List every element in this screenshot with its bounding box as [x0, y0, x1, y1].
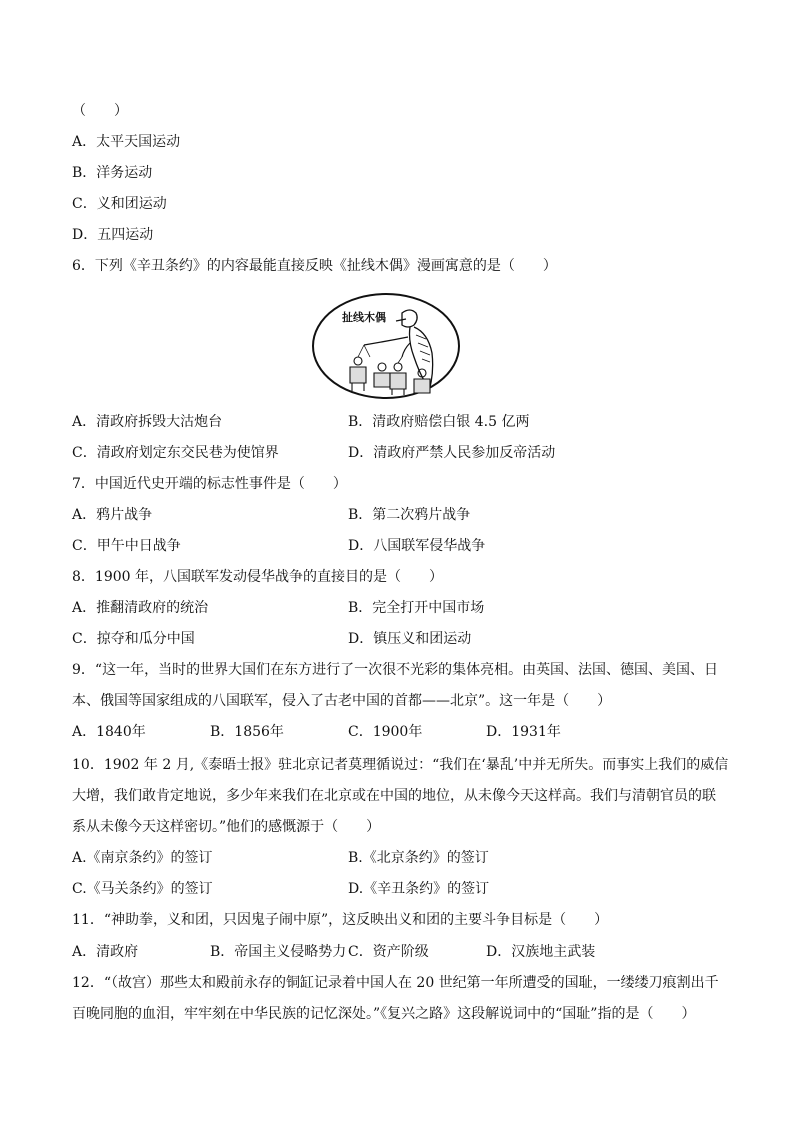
- q11-option-a: A．清政府: [72, 944, 139, 960]
- q7-option-d: D．八国联军侵华战争: [348, 538, 486, 554]
- q10-stem-line-2: 大增，我们敢肯定地说，多少年来我们在北京或在中国的地位，从未像今天这样高。我们与清朝官员的联: [72, 788, 716, 804]
- q8-option-c: C．掠夺和瓜分中国: [72, 631, 195, 647]
- q6-option-b: B．清政府赔偿白银 4.5 亿两: [348, 414, 530, 430]
- q9-option-b: B．1856年: [210, 724, 284, 740]
- q5-option-b: B．洋务运动: [72, 165, 153, 181]
- q5-option-c: C．义和团运动: [72, 196, 167, 212]
- q8-option-b: B．完全打开中国市场: [348, 600, 485, 616]
- figure-caption: 扯线木偶: [342, 311, 386, 324]
- q9-stem-line-2: 本、俄国等国家组成的八国联军，侵入了古老中国的首都——北京”。这一年是（ ）: [72, 693, 612, 709]
- q10-option-b: B.《北京条约》的签订: [348, 850, 489, 866]
- q6-option-c: C．清政府划定东交民巷为使馆界: [72, 445, 279, 461]
- q5-option-d: D．五四运动: [72, 227, 154, 243]
- q5-option-a: A．太平天国运动: [72, 134, 181, 150]
- q7-stem: 7．中国近代史开端的标志性事件是（ ）: [72, 476, 347, 492]
- q8-option-d: D．镇压义和团运动: [348, 631, 472, 647]
- q7-option-a: A．鸦片战争: [72, 507, 153, 523]
- q10-option-d: D.《辛丑条约》的签订: [348, 881, 490, 897]
- q10-option-c: C.《马关条约》的签订: [72, 881, 213, 897]
- q12-stem-line-1: 12．“（故宫）那些太和殿前永存的铜缸记录着中国人在 20 世纪第一年所遭受的国耻，一缕缕刀痕割出千: [72, 975, 719, 991]
- q10-option-a: A.《南京条约》的签订: [72, 850, 213, 866]
- q6-option-d: D．清政府严禁人民参加反帝活动: [348, 445, 556, 461]
- q5-stem-tail: （ ）: [72, 103, 128, 119]
- q11-stem: 11．“神助拳，义和团，只因鬼子闹中原”，这反映出义和团的主要斗争目标是（ ）: [72, 912, 609, 928]
- q11-option-d: D．汉族地主武装: [486, 944, 596, 960]
- q7-option-b: B．第二次鸦片战争: [348, 507, 471, 523]
- q6-stem: 6．下列《辛丑条约》的内容最能直接反映《扯线木偶》漫画寓意的是（ ）: [72, 258, 557, 274]
- q11-option-b: B．帝国主义侵略势力: [210, 944, 347, 960]
- q9-option-a: A．1840年: [72, 724, 146, 740]
- q8-option-a: A．推翻清政府的统治: [72, 600, 209, 616]
- q10-stem-line-3: 系从未像今天这样密切。”他们的感慨源于（ ）: [72, 819, 381, 835]
- q12-stem-line-2: 百晚同胞的血泪，牢牢刻在中华民族的记忆深处。”《复兴之路》这段解说词中的“国耻”指的是（ ）: [72, 1006, 696, 1022]
- q7-option-c: C．甲午中日战争: [72, 538, 181, 554]
- puppet-cartoon-image: [310, 291, 462, 401]
- q9-option-d: D．1931年: [486, 724, 561, 740]
- q9-option-c: C．1900年: [348, 724, 423, 740]
- q8-stem: 8．1900 年，八国联军发动侵华战争的直接目的是（ ）: [72, 569, 443, 585]
- q6-option-a: A．清政府拆毁大沽炮台: [72, 414, 223, 430]
- q11-option-c: C．资产阶级: [348, 944, 429, 960]
- q10-stem-line-1: 10．1902 年 2 月,《泰晤士报》驻北京记者莫理循说过：“我们在‘暴乱’中并无所失。而事实上我们的威信: [72, 757, 729, 773]
- q9-stem-line-1: 9．“这一年，当时的世界大国们在东方进行了一次很不光彩的集体亮相。由英国、法国、德国、美国、日: [72, 662, 719, 678]
